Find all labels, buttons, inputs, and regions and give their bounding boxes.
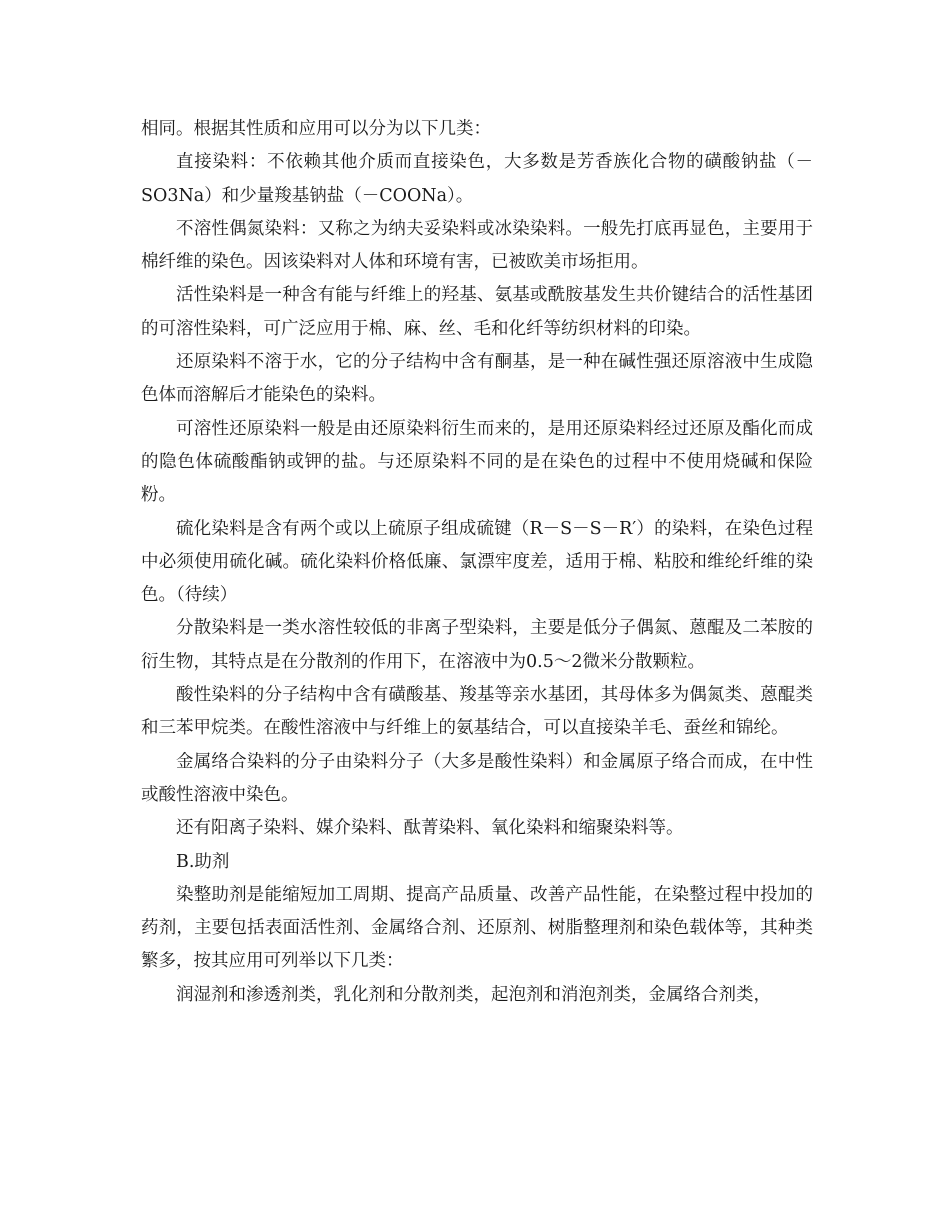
paragraph-continuation: 相同。根据其性质和应用可以分为以下几类： xyxy=(141,119,491,139)
paragraph-acid-dyes: 酸性染料的分子结构中含有磺酸基、羧基等亲水基团，其母体多为偶氮类、蒽醌类和三苯甲烷类。在酸性溶液中与纤维上的氨基结合，可以直接染羊毛、蚕丝和锦纶。 xyxy=(141,685,813,739)
paragraph-other-dyes: 还有阳离子染料、媒介染料、酞菁染料、氧化染料和缩聚染料等。 xyxy=(176,818,684,839)
paragraph-auxiliaries-intro: 染整助剂是能缩短加工周期、提高产品质量、改善产品性能，在染整过程中投加的药剂，主要包括表面活性剂、金属络合剂、还原剂、树脂整理剂和染色载体等，其种类繁多，按其应用可列举以下几类： xyxy=(141,884,813,972)
paragraph-reactive-dyes: 活性染料是一种含有能与纤维上的羟基、氨基或酰胺基发生共价键结合的活性基团的可溶性染料，可广泛应用于棉、麻、丝、毛和化纤等纺织材料的印染。 xyxy=(141,285,813,339)
section-heading-auxiliaries: B.助剂 xyxy=(176,851,230,872)
paragraph-sulfur-dyes: 硫化染料是含有两个或以上硫原子组成硫键（R－S－S－R′）的染料，在染色过程中必须使用硫化碱。硫化染料价格低廉、氯漂牢度差，适用于棉、粘胶和维纶纤维的染色。（待续） xyxy=(141,518,813,606)
paragraph-disperse-dyes: 分散染料是一类水溶性较低的非离子型染料，主要是低分子偶氮、蒽醌及二苯胺的衍生物，其特点是在分散剂的作用下，在溶液中为0.5～2微米分散颗粒。 xyxy=(141,618,813,672)
paragraph-metal-complex-dyes: 金属络合染料的分子由染料分子（大多是酸性染料）和金属原子络合而成，在中性或酸性溶液中染色。 xyxy=(141,751,813,805)
paragraph-direct-dyes: 直接染料：不依赖其他介质而直接染色，大多数是芳香族化合物的磺酸钠盐（－SO3Na）和少量羧基钠盐（－COONa）。 xyxy=(141,152,813,206)
paragraph-soluble-vat-dyes: 可溶性还原染料一般是由还原染料衍生而来的，是用还原染料经过还原及酯化而成的隐色体硫酸酯钠或钾的盐。与还原染料不同的是在染色的过程中不使用烧碱和保险粉。 xyxy=(141,418,813,506)
paragraph-auxiliaries-list: 润湿剂和渗透剂类，乳化剂和分散剂类，起泡剂和消泡剂类，金属络合剂类， xyxy=(176,984,771,1005)
paragraph-insoluble-azo-dyes: 不溶性偶氮染料：又称之为纳夫妥染料或冰染染料。一般先打底再显色，主要用于棉纤维的染色。因该染料对人体和环境有害，已被欧美市场拒用。 xyxy=(141,218,813,273)
document-body xyxy=(141,113,813,1012)
paragraph-vat-dyes: 还原染料不溶于水，它的分子结构中含有酮基，是一种在碱性强还原溶液中生成隐色体而溶解后才能染色的染料。 xyxy=(141,352,813,406)
